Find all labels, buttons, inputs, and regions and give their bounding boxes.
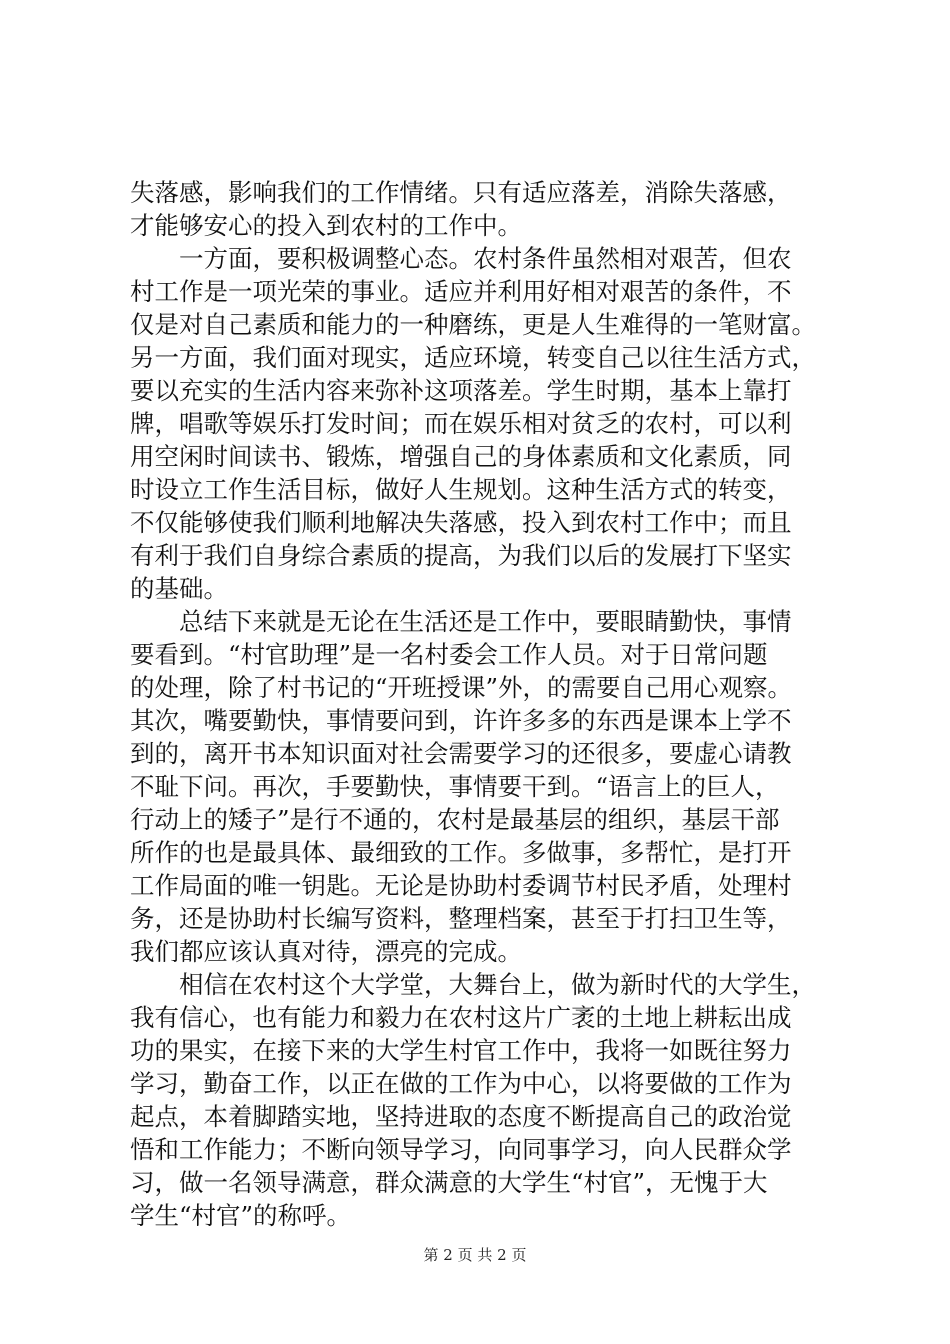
body-text — [130, 176, 850, 1232]
text-line: 村工作是一项光荣的事业。适应并利用好相对艰苦的条件，不 — [130, 277, 792, 306]
page-footer: 第 2 页 共 2 页 — [423, 1246, 527, 1264]
text-line: 习，做一名领导满意，群众满意的大学生“村官”，无愧于大 — [130, 1168, 768, 1197]
text-line: 一方面，要积极调整心态。农村条件虽然相对艰苦，但农 — [130, 244, 792, 273]
text-line: 学习，勤奋工作，以正在做的工作为中心，以将要做的工作为 — [130, 1069, 792, 1098]
text-line: 相信在农村这个大学堂，大舞台上，做为新时代的大学生， — [130, 970, 816, 999]
text-line: 其次，嘴要勤快，事情要问到，许许多多的东西是课本上学不 — [130, 706, 792, 735]
text-line: 我有信心，也有能力和毅力在农村这片广袤的土地上耕耘出成 — [130, 1003, 792, 1032]
text-line: 所作的也是最具体、最细致的工作。多做事，多帮忙，是打开 — [130, 838, 792, 867]
text-line: 务，还是协助村长编写资料，整理档案，甚至于打扫卫生等， — [130, 904, 792, 933]
text-line: 失落感，影响我们的工作情绪。只有适应落差，消除失落感， — [130, 178, 792, 207]
text-line: 仅是对自己素质和能力的一种磨练，更是人生难得的一笔财富。 — [130, 310, 816, 339]
text-line: 时设立工作生活目标，做好人生规划。这种生活方式的转变， — [130, 475, 792, 504]
text-line: 要以充实的生活内容来弥补这项落差。学生时期，基本上靠打 — [130, 376, 792, 405]
text-line: 到的，离开书本知识面对社会需要学习的还很多，要虚心请教 — [130, 739, 792, 768]
text-line: 悟和工作能力；不断向领导学习，向同事学习，向人民群众学 — [130, 1135, 792, 1164]
text-line: 学生“村官”的称呼。 — [130, 1201, 352, 1230]
text-line: 总结下来就是无论在生活还是工作中，要眼睛勤快，事情 — [130, 607, 792, 636]
text-line: 的基础。 — [130, 574, 228, 603]
text-line: 牌，唱歌等娱乐打发时间；而在娱乐相对贫乏的农村，可以利 — [130, 409, 792, 438]
text-line: 有利于我们自身综合素质的提高，为我们以后的发展打下坚实 — [130, 541, 792, 570]
text-line: 工作局面的唯一钥匙。无论是协助村委调节村民矛盾，处理村 — [130, 871, 792, 900]
text-line: 行动上的矮子”是行不通的，农村是最基层的组织，基层干部 — [130, 805, 780, 834]
text-line: 不耻下问。再次，手要勤快，事情要干到。“语言上的巨人， — [130, 772, 780, 801]
text-line: 才能够安心的投入到农村的工作中。 — [130, 211, 522, 240]
text-line: 起点，本着脚踏实地，坚持进取的态度不断提高自己的政治觉 — [130, 1102, 792, 1131]
text-line: 要看到。“村官助理”是一名村委会工作人员。对于日常问题 — [130, 640, 768, 669]
text-line: 用空闲时间读书、锻炼，增强自己的身体素质和文化素质，同 — [130, 442, 792, 471]
text-line: 另一方面，我们面对现实，适应环境，转变自己以往生活方式， — [130, 343, 816, 372]
text-line: 功的果实，在接下来的大学生村官工作中，我将一如既往努力 — [130, 1036, 792, 1065]
text-line: 的处理，除了村书记的“开班授课”外，的需要自己用心观察。 — [130, 673, 793, 702]
text-line: 我们都应该认真对待，漂亮的完成。 — [130, 937, 522, 966]
text-line: 不仅能够使我们顺利地解决失落感，投入到农村工作中；而且 — [130, 508, 792, 537]
